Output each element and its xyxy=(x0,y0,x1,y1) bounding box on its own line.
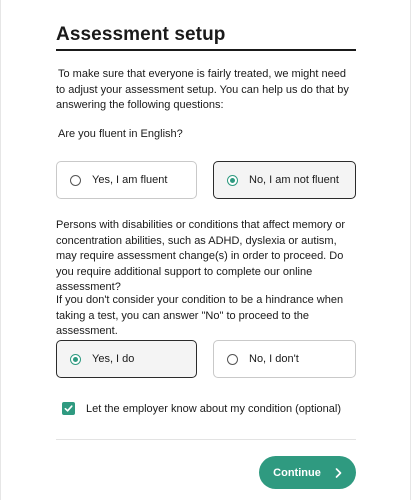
checkmark-icon xyxy=(64,404,73,413)
option-label: Yes, I do xyxy=(92,353,135,365)
intro-text: To make sure that everyone is fairly treated, we might need to adjust your assessment setup. You can help us do that by answering the following questions: xyxy=(56,68,349,111)
continue-label: Continue xyxy=(273,466,321,479)
chevron-right-icon xyxy=(335,468,342,478)
footer-divider xyxy=(56,439,356,440)
continue-button[interactable] xyxy=(259,456,356,489)
consent-label: Let the employer know about my condition (optional) xyxy=(86,402,341,415)
fluent-yes-option[interactable] xyxy=(56,161,197,199)
support-yes-option[interactable] xyxy=(56,340,197,378)
page-title: Assessment setup xyxy=(56,24,226,45)
option-label: No, I am not fluent xyxy=(249,174,339,186)
radio-button[interactable] xyxy=(227,175,238,186)
option-label: Yes, I am fluent xyxy=(92,174,168,186)
radio-button[interactable] xyxy=(70,354,81,365)
fluency-question: Are you fluent in English? xyxy=(58,128,183,140)
support-description: Persons with disabilities or conditions that affect memory or concentration abilities, such as ADHD, dyslexia or autism, may require assessment change(s) in order to proceed. Do you require additional support to complete our online assessment? xyxy=(56,219,345,293)
fluent-no-option[interactable] xyxy=(213,161,356,199)
consent-checkbox-row[interactable] xyxy=(62,402,341,415)
radio-button[interactable] xyxy=(70,175,81,186)
option-label: No, I don't xyxy=(249,353,299,365)
title-underline xyxy=(56,49,356,51)
consent-checkbox[interactable] xyxy=(62,402,75,415)
radio-button[interactable] xyxy=(227,354,238,365)
support-no-option[interactable] xyxy=(213,340,356,378)
support-note: If you don't consider your condition to be a hindrance when taking a test, you can answer "No" to proceed to the assessment. xyxy=(56,294,344,337)
